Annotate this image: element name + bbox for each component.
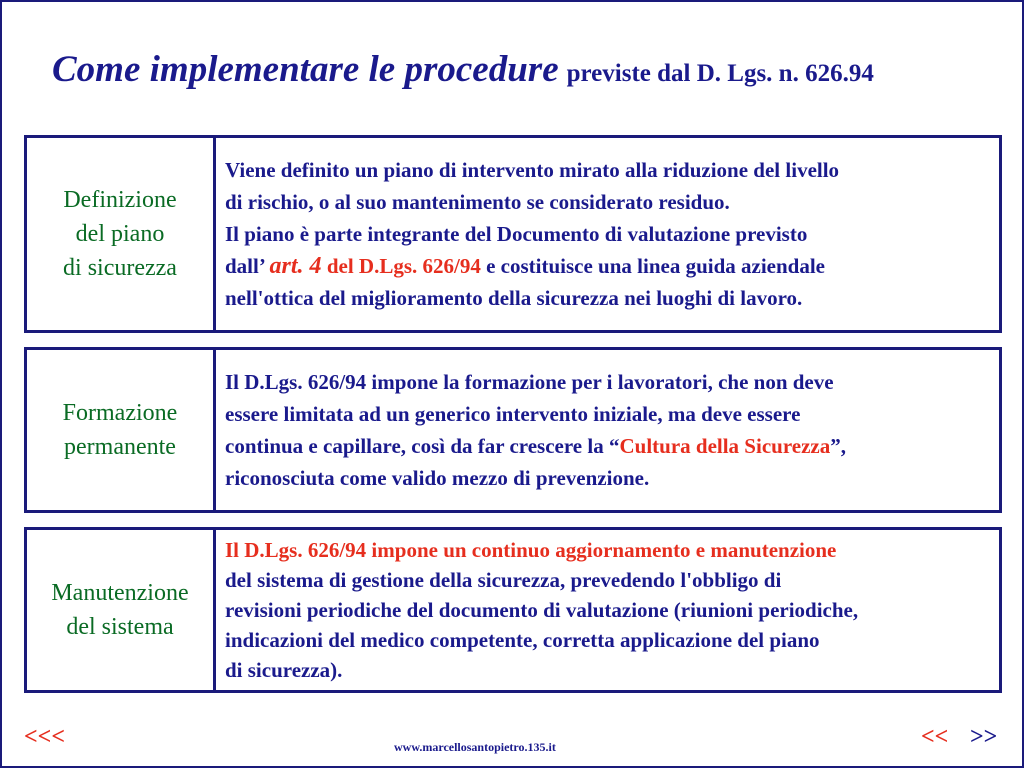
section-formazione [24,347,1002,513]
previous-slide-link[interactable]: << [921,724,949,750]
label-line: permanente [64,434,176,460]
label-line: Formazione [62,400,178,426]
text-line: del sistema di gestione della sicurezza, prevedendo l'obbligo di [225,568,782,592]
slide-title [52,48,1012,91]
section-definizione [24,135,1002,333]
first-slide-link[interactable]: <<< [24,724,66,750]
title-main: Come implementare le procedure [52,49,559,90]
text-line [225,430,995,462]
title-subtitle: previste dal D. Lgs. n. 626.94 [566,60,874,87]
text-line: essere limitata ad un generico intervento iniziale, ma deve essere [225,402,801,426]
section-label [27,350,216,510]
law-reference: del D.Lgs. 626/94 [321,254,481,278]
section-label [27,138,216,330]
text-line: di sicurezza). [225,658,343,682]
highlight-phrase: Cultura della Sicurezza [619,434,831,458]
section-label [27,530,216,690]
footer-url[interactable]: www.marcellosantopietro.135.it [394,740,556,754]
text-line: Il piano è parte integrante del Documento di valutazione previsto [225,222,808,246]
section-text [216,138,999,330]
text-line: indicazioni del medico competente, corretta applicazione del piano [225,628,820,652]
text-line: Viene definito un piano di intervento mirato alla riduzione del livello [225,158,840,182]
text-line [225,250,995,282]
article-reference: art. 4 [269,253,322,279]
text-fragment: dall’ [225,254,270,278]
section-text [216,530,999,690]
label-line: del sistema [66,614,174,640]
label-line: Definizione [63,187,177,213]
label-line: del piano [75,221,165,247]
text-line: revisioni periodiche del documento di valutazione (riunioni periodiche, [225,598,859,622]
text-line: di rischio, o al suo mantenimento se considerato residuo. [225,190,730,214]
label-line: Manutenzione [51,580,189,606]
text-fragment: continua e capillare, così da far crescere la “ [225,434,620,458]
text-fragment: ”, [830,434,846,458]
text-line: nell'ottica del miglioramento della sicurezza nei luoghi di lavoro. [225,286,803,310]
text-fragment: e costituisce una linea guida aziendale [480,254,826,278]
text-line: Il D.Lgs. 626/94 impone la formazione per i lavoratori, che non deve [225,370,834,394]
text-line-highlight: Il D.Lgs. 626/94 impone un continuo aggiornamento e manutenzione [225,538,837,562]
text-line: riconosciuta come valido mezzo di prevenzione. [225,466,650,490]
section-text [216,350,999,510]
next-slide-link[interactable]: >> [970,724,998,750]
section-manutenzione [24,527,1002,693]
label-line: di sicurezza [63,255,177,281]
